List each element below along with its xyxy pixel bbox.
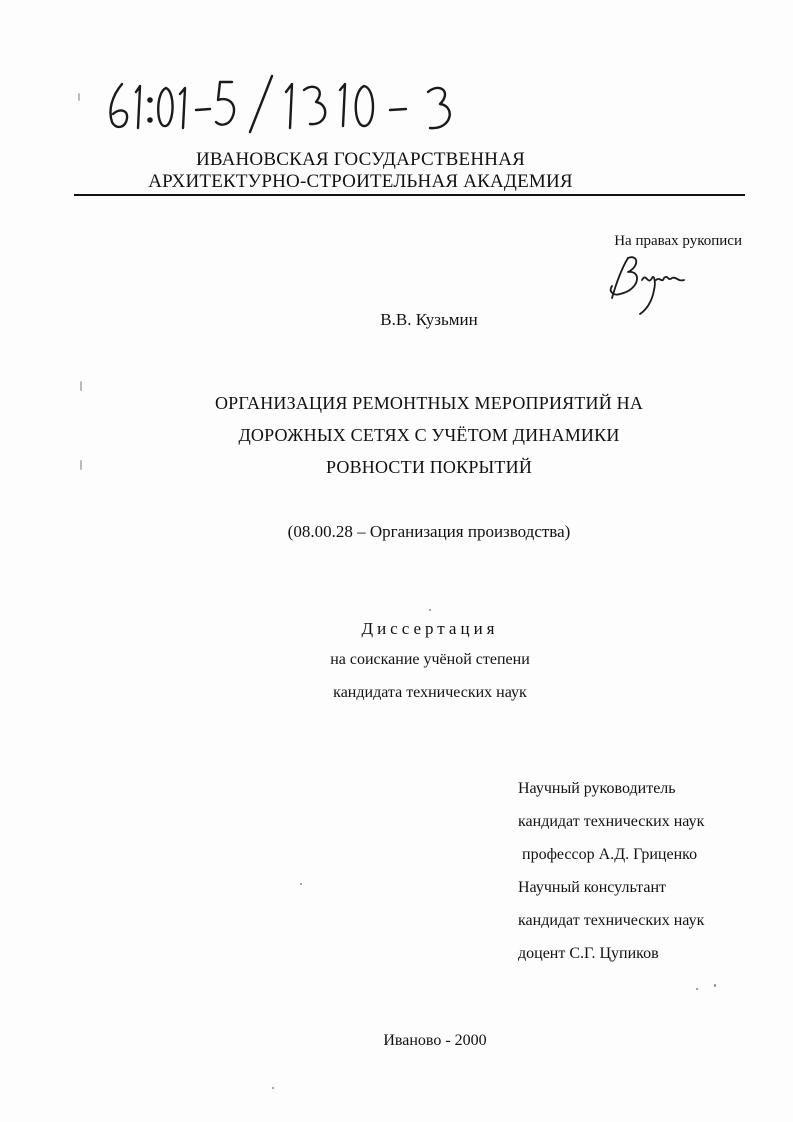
scan-speck [696, 988, 698, 990]
handwritten-archive-number [100, 70, 480, 142]
dissertation-title-line2: ДОРОЖНЫХ СЕТЯХ С УЧЁТОМ ДИНАМИКИ [238, 425, 620, 445]
scan-speck [78, 93, 80, 101]
scan-speck [80, 381, 82, 391]
scan-speck [80, 460, 82, 470]
consultant-name: доцент С.Г. Цупиков [518, 945, 659, 962]
supervisor-role: Научный руководитель [518, 780, 676, 797]
supervisor-degree: кандидат технических наук [518, 813, 705, 830]
supervisor-name: профессор А.Д. Гриценко [522, 846, 698, 863]
place-and-year: Иваново - 2000 [383, 1032, 487, 1049]
degree-field: кандидата технических наук [333, 684, 527, 701]
author-name: В.В. Кузьмин [380, 310, 478, 329]
rights-note: На правах рукописи [614, 233, 742, 249]
consultant-degree: кандидат технических наук [518, 912, 705, 929]
advisors-block [518, 778, 778, 976]
document-type: Диссертация [361, 619, 499, 638]
specialty-code: (08.00.28 – Организация производства) [287, 522, 571, 541]
institution-name-line1: ИВАНОВСКАЯ ГОСУДАРСТВЕННАЯ [195, 149, 526, 170]
dissertation-title-line3: РОВНОСТИ ПОКРЫТИЙ [325, 457, 533, 477]
scan-speck [272, 1087, 274, 1089]
scan-speck [714, 984, 716, 987]
dissertation-title-line1: ОРГАНИЗАЦИЯ РЕМОНТНЫХ МЕРОПРИЯТИЙ НА [214, 393, 644, 413]
institution-name-line2: АРХИТЕКТУРНО-СТРОИТЕЛЬНАЯ АКАДЕМИЯ [148, 171, 573, 192]
degree-purpose: на соискание учёной степени [330, 651, 530, 668]
scan-speck [300, 883, 302, 885]
consultant-role: Научный консультант [518, 879, 666, 896]
scan-speck [429, 609, 431, 611]
header-divider [74, 194, 745, 196]
